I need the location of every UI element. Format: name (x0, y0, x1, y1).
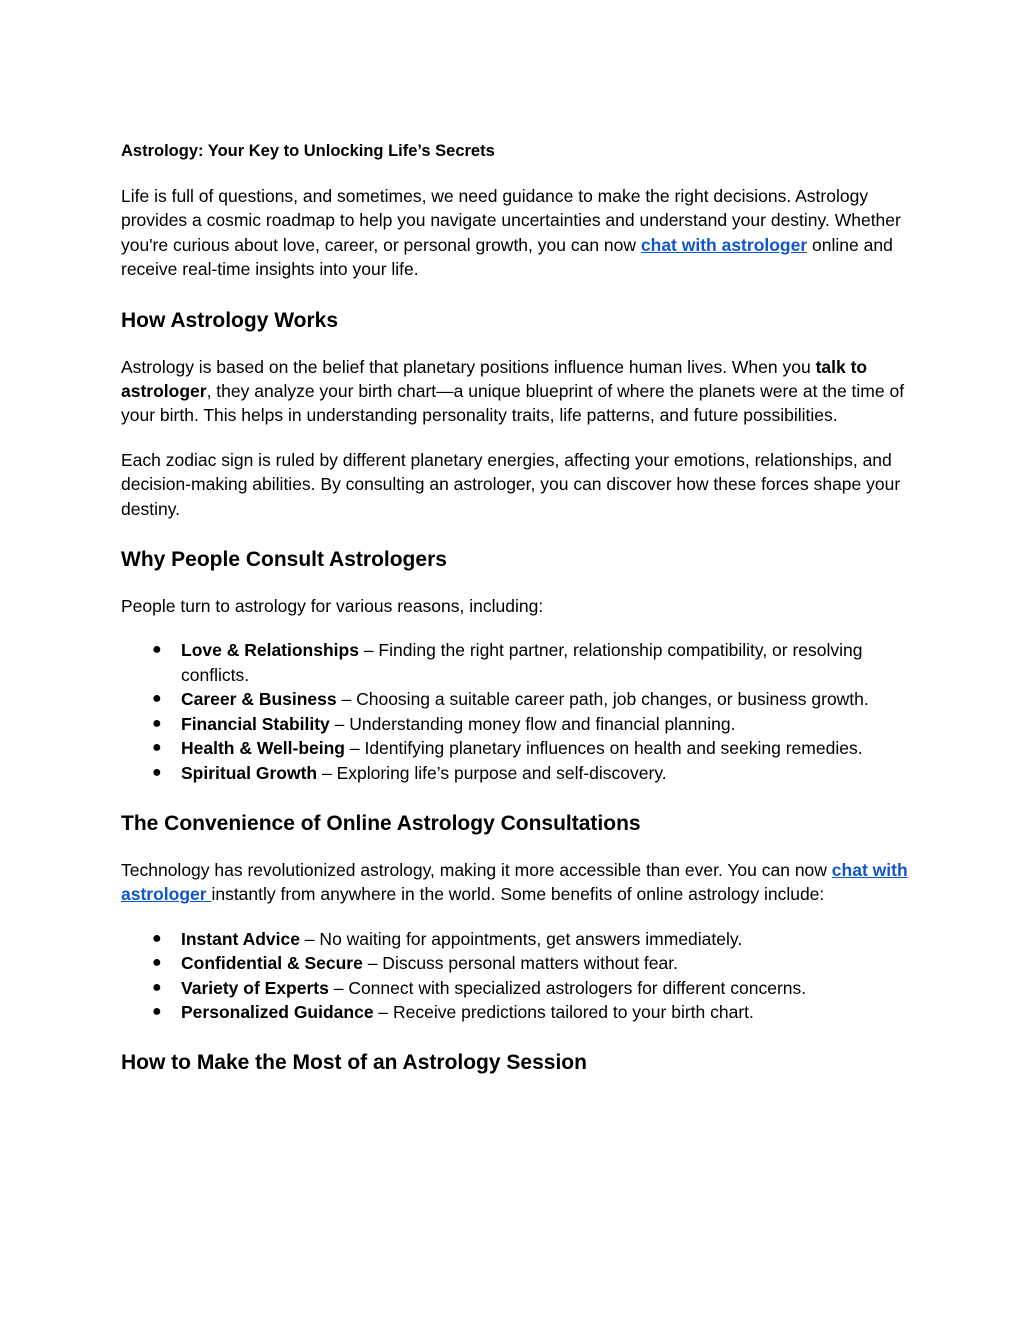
list-item (121, 1000, 911, 1024)
list-item-text: – Identifying planetary influences on health and seeking remedies. (345, 738, 863, 759)
bullet-icon: ● (152, 763, 162, 781)
list-item-title: Variety of Experts (181, 977, 329, 998)
list-item (121, 927, 911, 951)
list-item-text: – Choosing a suitable career path, job changes, or business growth. (336, 689, 869, 710)
bullet-icon: ● (152, 1002, 162, 1020)
list-item-title: Confidential & Secure (181, 953, 363, 974)
list-item-text: – Understanding money flow and financial planning. (329, 713, 736, 734)
online-text-before: Technology has revolutionized astrology, making it more accessible than ever. You can now (121, 859, 832, 880)
intro-text-after: online and receive real-time insights into your life. (121, 234, 893, 280)
talk-to-astrologer-bold: talk to astrologer (121, 356, 868, 402)
list-item (121, 638, 911, 687)
how-works-paragraph-2: Each zodiac sign is ruled by different planetary energies, affecting your emotions, relationships, and decision-making abilities. By consulting an astrologer, you can discover how these forces shape your destiny. (121, 449, 901, 519)
online-paragraph (121, 858, 911, 907)
reasons-list (121, 638, 911, 784)
list-item-title: Career & Business (181, 689, 337, 710)
chat-with-astrologer-link[interactable]: chat with astrologer (640, 234, 808, 255)
chat-with-astrologer-link-2[interactable]: chat with astrologer (121, 859, 908, 905)
list-item-text: – Connect with specialized astrologers for different concerns. (328, 977, 807, 998)
online-text-after: instantly from anywhere in the world. Some benefits of online astrology include: (211, 884, 825, 905)
bullet-icon: ● (152, 954, 162, 972)
list-item (121, 976, 911, 1000)
bullet-icon: ● (152, 739, 162, 757)
list-item (121, 736, 911, 760)
list-item-text: – Exploring life’s purpose and self-discovery. (317, 762, 667, 783)
list-item (121, 761, 911, 785)
list-item-title: Personalized Guidance (181, 1001, 374, 1022)
list-item-text: – No waiting for appointments, get answers immediately. (299, 928, 743, 949)
list-item (121, 687, 911, 711)
list-item-text: – Discuss personal matters without fear. (362, 953, 678, 974)
intro-text-before: Life is full of questions, and sometimes, we need guidance to make the right decisions. Astrology provides a cosmic roadmap to help you navigate uncertainties and understand your destiny. Whether you're curious about love, career, or personal growth, you can now (121, 186, 901, 255)
list-item-title: Love & Relationships (181, 640, 359, 661)
bullet-icon: ● (152, 929, 162, 947)
list-item-title: Health & Well-being (181, 738, 345, 759)
list-item-title: Financial Stability (181, 713, 330, 734)
list-item-title: Spiritual Growth (181, 762, 318, 783)
document-page (121, 140, 911, 1077)
heading-online-consultations: The Convenience of Online Astrology Consultations (121, 811, 641, 835)
document-title: Astrology: Your Key to Unlocking Life’s Secrets (121, 142, 495, 160)
intro-paragraph (121, 184, 911, 282)
bullet-icon: ● (152, 978, 162, 996)
heading-how-astrology-works: How Astrology Works (121, 308, 339, 332)
how-works-text-before: Astrology is based on the belief that planetary positions influence human lives. When you (121, 356, 816, 377)
list-item (121, 712, 911, 736)
list-item-text: – Receive predictions tailored to your birth chart. (373, 1001, 754, 1022)
heading-make-the-most: How to Make the Most of an Astrology Session (121, 1051, 587, 1075)
benefits-list (121, 927, 911, 1025)
bullet-icon: ● (152, 714, 162, 732)
how-works-text-after: , they analyze your birth chart—a unique blueprint of where the planets were at the time of your birth. This helps in understanding personality traits, life patterns, and future possibilities. (121, 381, 905, 426)
bullet-icon: ● (152, 690, 162, 708)
heading-why-people-consult: Why People Consult Astrologers (121, 548, 447, 572)
list-item-title: Instant Advice (181, 928, 300, 949)
bullet-icon: ● (152, 641, 162, 659)
why-consult-intro: People turn to astrology for various reasons, including: (121, 596, 544, 617)
how-works-paragraph-1 (121, 355, 911, 428)
list-item-text: – Finding the right partner, relationship compatibility, or resolving conflicts. (181, 640, 863, 685)
list-item (121, 951, 911, 975)
